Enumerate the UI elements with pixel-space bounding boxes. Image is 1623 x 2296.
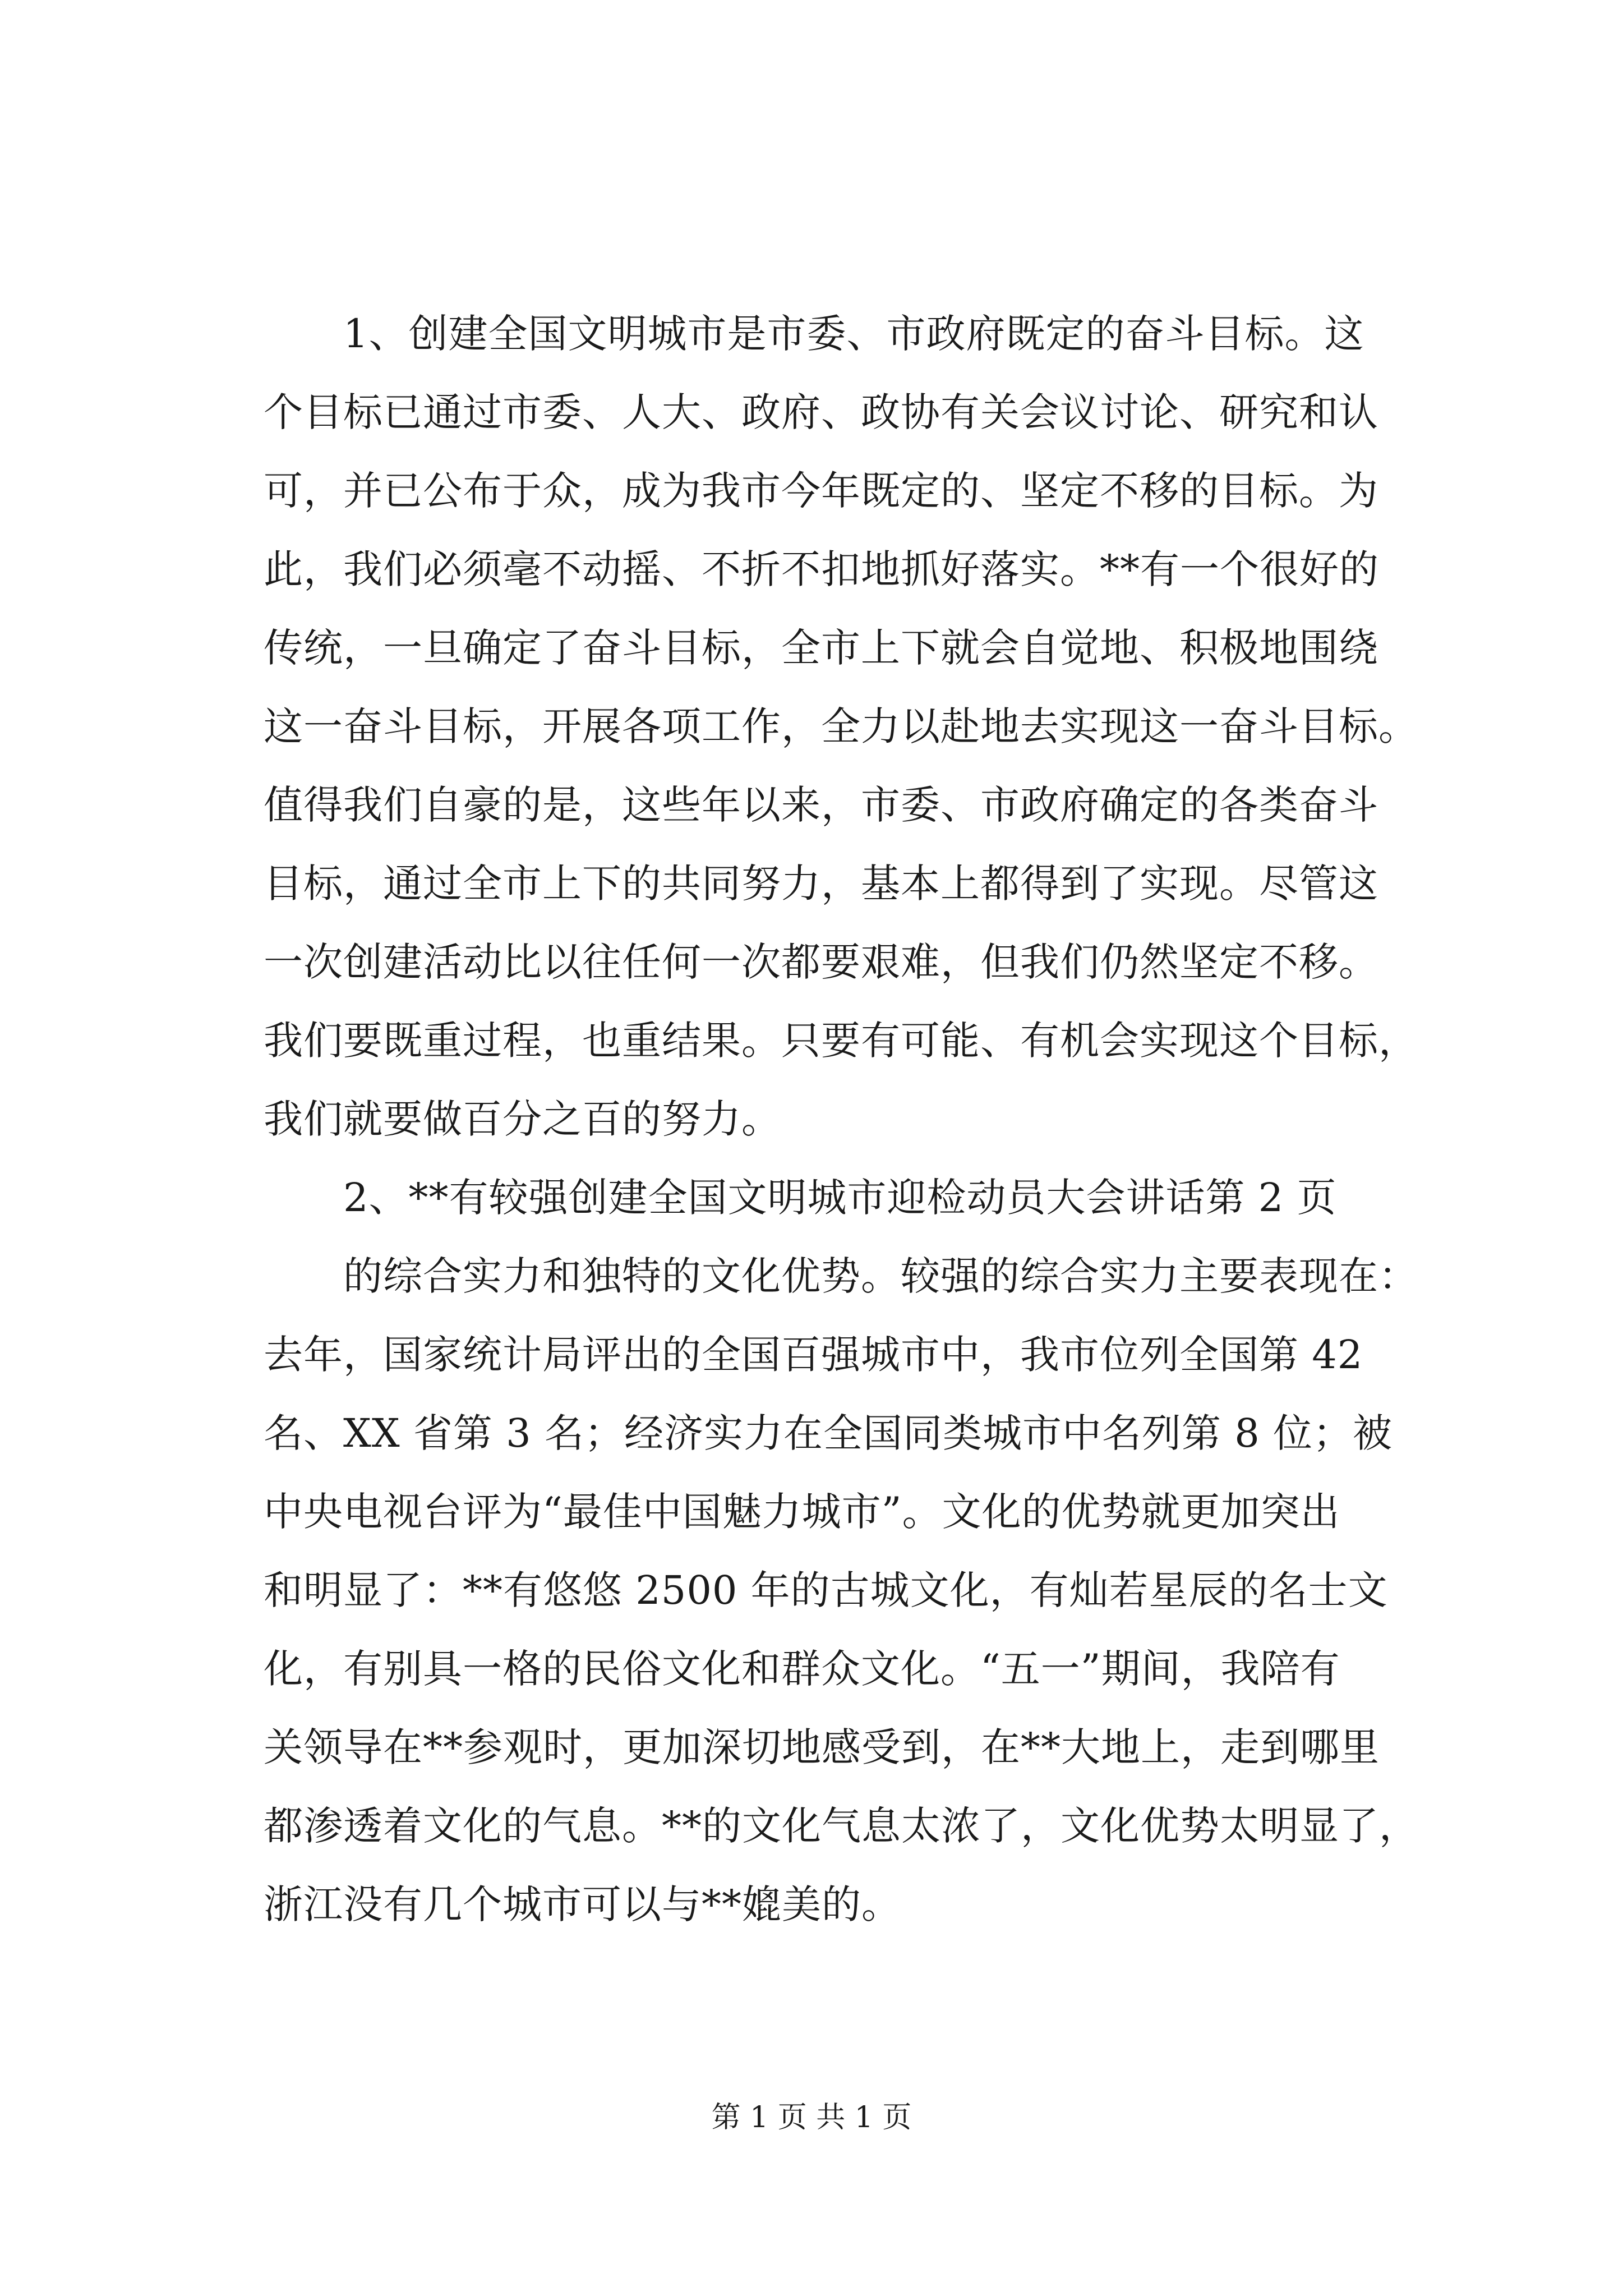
- text-line: 的综合实力和独特的文化优势。较强的综合实力主要表现在：: [264, 1253, 1418, 1299]
- text-line: 和明显了：**有悠悠 2500 年的古城文化，有灿若星辰的名士文: [264, 1567, 1388, 1613]
- text-line: 一次创建活动比以往任何一次都要艰难，但我们仍然坚定不移。: [264, 939, 1378, 985]
- text-line: 化，有别具一格的民俗文化和群众文化。“五一”期间，我陪有: [264, 1646, 1340, 1692]
- text-line: 值得我们自豪的是，这些年以来，市委、市政府确定的各类奋斗: [264, 782, 1378, 828]
- text-line: 浙江没有几个城市可以与**媲美的。: [264, 1881, 901, 1927]
- text-line: 传统，一旦确定了奋斗目标，全市上下就会自觉地、积极地围绕: [264, 625, 1378, 671]
- text-line: 可，并已公布于众，成为我市今年既定的、坚定不移的目标。为: [264, 468, 1378, 514]
- text-line: 中央电视台评为“最佳中国魅力城市”。文化的优势就更加突出: [264, 1489, 1340, 1535]
- text-line: 关领导在**参观时，更加深切地感受到，在**大地上，走到哪里: [264, 1724, 1380, 1770]
- text-line: 此，我们必须毫不动摇、不折不扣地抓好落实。**有一个很好的: [264, 546, 1379, 592]
- text-line: 这一奋斗目标，开展各项工作，全力以赴地去实现这一奋斗目标。: [264, 703, 1418, 749]
- text-line: 都渗透着文化的气息。**的文化气息太浓了，文化优势太明显了，: [264, 1803, 1419, 1849]
- text-line: 2、**有较强创建全国文明城市迎检动员大会讲话第 2 页: [264, 1175, 1337, 1221]
- page-footer: 第 1 页 共 1 页: [711, 2101, 912, 2134]
- text-line: 1、创建全国文明城市是市委、市政府既定的奋斗目标。这: [264, 311, 1364, 357]
- text-line: 目标，通过全市上下的共同努力，基本上都得到了实现。尽管这: [264, 861, 1378, 907]
- text-line: 名、XX 省第 3 名；经济实力在全国同类城市中名列第 8 位；被: [264, 1410, 1393, 1456]
- text-line: 去年，国家统计局评出的全国百强城市中，我市位列全国第 42: [264, 1332, 1363, 1378]
- text-line: 我们要既重过程，也重结果。只要有可能、有机会实现这个目标，: [264, 1018, 1418, 1064]
- text-line: 我们就要做百分之百的努力。: [264, 1096, 781, 1142]
- text-line: 个目标已通过市委、人大、政府、政协有关会议讨论、研究和认: [264, 389, 1378, 435]
